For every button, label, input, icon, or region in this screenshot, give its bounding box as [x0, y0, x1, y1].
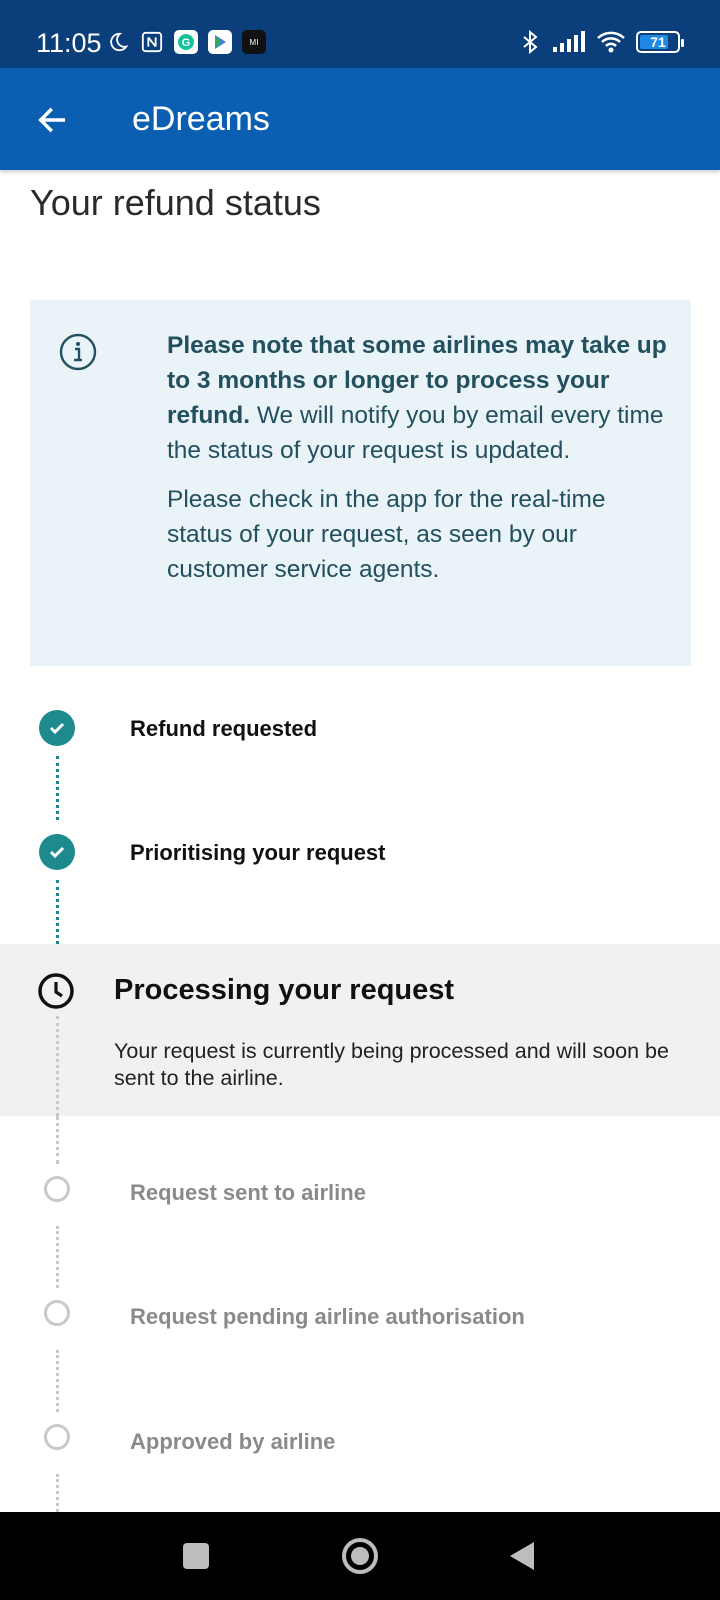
signal-icon [552, 30, 586, 54]
back-nav-button[interactable] [500, 1534, 544, 1578]
status-icons-right [518, 30, 680, 54]
step-pending-icon [44, 1176, 70, 1202]
clock-icon [37, 972, 75, 1010]
grammarly-icon [174, 30, 198, 54]
timeline-connector [56, 1350, 59, 1412]
triangle-back-icon [506, 1539, 538, 1573]
nfc-icon [140, 30, 164, 54]
home-button[interactable] [338, 1534, 382, 1578]
step-description-processing: Your request is currently being processed and will soon be sent to the airline. [114, 1039, 669, 1090]
app-title: eDreams [132, 100, 270, 138]
step-done-icon [39, 834, 75, 870]
app-icon [242, 30, 266, 54]
wifi-icon [596, 30, 626, 54]
info-paragraph-1 [167, 328, 667, 468]
timeline-connector [56, 756, 59, 820]
recents-button[interactable] [174, 1534, 218, 1578]
app-bar [0, 68, 720, 170]
info-icon [58, 332, 98, 372]
svg-text:MI: MI [249, 38, 259, 47]
status-icons-left [106, 30, 266, 54]
home-circle-icon [340, 1536, 380, 1576]
arrow-left-icon [35, 103, 69, 137]
step-label-approved: Approved by airline [130, 1429, 336, 1454]
battery-icon [636, 31, 680, 53]
info-normal-text: We will notify you by email every time the status of your request is updated. [167, 402, 664, 464]
step-label-sent-to-airline: Request sent to airline [130, 1180, 366, 1205]
step-label-refund-requested: Refund requested [130, 716, 318, 741]
step-pending-icon [44, 1424, 70, 1450]
moon-icon [106, 30, 130, 54]
timeline-connector [56, 1016, 59, 1116]
battery-level: 71 [650, 34, 666, 50]
svg-text:G: G [181, 37, 191, 49]
active-step-processing [0, 944, 720, 1116]
step-done-icon [39, 710, 75, 746]
play-store-icon [208, 30, 232, 54]
timeline-connector [56, 880, 59, 944]
info-bold-text: Please note that some airlines may take up to 3 months or longer to process your refund. [167, 332, 667, 429]
back-button[interactable] [30, 98, 74, 142]
info-paragraph-2: Please check in the app for the real-time status of your request, as seen by our customer service agents. [167, 486, 606, 583]
info-box [30, 300, 691, 666]
step-label-pending-authorisation: Request pending airline authorisation [130, 1304, 525, 1329]
timeline-connector [56, 1116, 59, 1164]
status-bar [0, 0, 720, 68]
timeline-connector [56, 1474, 59, 1512]
square-icon [181, 1541, 211, 1571]
bluetooth-icon [518, 30, 542, 54]
status-time: 11:05 [36, 28, 102, 58]
info-text [167, 328, 667, 587]
step-pending-icon [44, 1300, 70, 1326]
timeline-connector [56, 1226, 59, 1288]
step-label-prioritising: Prioritising your request [130, 840, 386, 865]
page-title: Your refund status [30, 182, 321, 223]
step-label-processing: Processing your request [114, 974, 455, 1006]
navigation-bar [0, 1512, 720, 1600]
